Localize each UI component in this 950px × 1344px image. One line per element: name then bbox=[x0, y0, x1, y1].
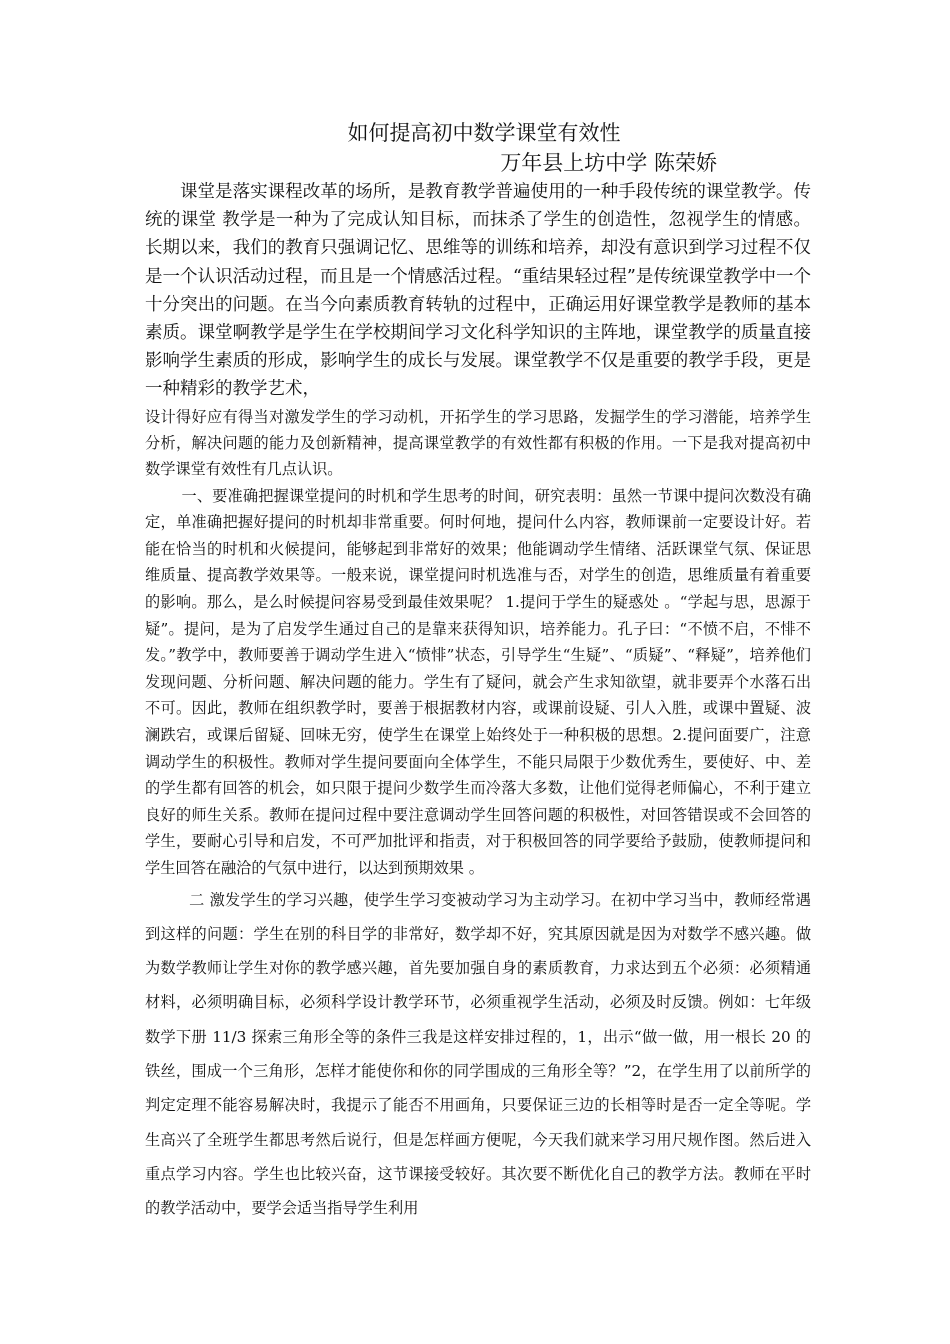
intro-paragraph bbox=[145, 178, 811, 482]
document-page bbox=[145, 118, 811, 1226]
intro-paragraph-part-2: 设计得好应有得当对激发学生的学习动机，开拓学生的学习思路，发掘学生的学习潜能，培养学生分析，解决问题的能力及创新精神，提高课堂教学的有效性都有积极的作用。一下是我对提高初中数学课堂有效性有几点认识。 bbox=[145, 407, 811, 478]
document-title: 如何提高初中数学课堂有效性 bbox=[347, 121, 621, 145]
author-byline: 万年县上坊中学 陈荣娇 bbox=[500, 151, 717, 175]
intro-paragraph-part-1: 课堂是落实课程改革的场所，是教育教学普遍使用的一种手段传统的课堂教学。传统的课堂 教学是一种为了完成认知目标，而抹杀了学生的创造性，忽视学生的情感。长期以来，我们的教育只强调记忆、思维等的训练和培养，却没有意识到学习过程不仅是一个认识活动过程，而且是一个情感活过程。“重结果轻过程”是传统课堂教学中一个十分突出的问题。在当今向素质教育转轨的过程中，正确运用好课堂教学是教师的基本素质。课堂啊教学是学生在学校期间学习文化科学知识的主阵地，课堂教学的质量直接影响学生素质的形成，影响学生的成长与发展。课堂教学不仅是重要的教学手段，更是一种精彩的教学艺术， bbox=[145, 182, 811, 400]
section-1-paragraph: 一、要准确把握课堂提问的时机和学生思考的时间，研究表明：虽然一节课中提问次数没有确定，单准确把握好提问的时机却非常重要。何时何地，提问什么内容，教师课前一定要设计好。若能在恰当的时机和火候提问，能够起到非常好的效果；他能调动学生情绪、活跃课堂气氛、保证思维质量、提高教学效果等。一般来说，课堂提问时机选准与否，对学生的创造，思维质量有着重要的影响。那么，是么时候提问容易受到最佳效果呢？ 1.提问于学生的疑惑处 。“学起与思，思源于疑”。提问，是为了启发学生通过自己的是靠来获得知识，培养能力。孔子曰：“不愤不启，不悱不发。”教学中，教师要善于调动学生进入“愤悱”状态，引导学生“生疑”、“质疑”、“释疑”，培养他们发现问题、分析问题、解决问题的能力。学生有了疑问，就会产生求知欲望，就非要弄个水落石出不可。因此，教师在组织教学时，要善于根据教材内容，或课前设疑、引人入胜，或课中置疑、波澜跌宕，或课后留疑、回味无穷，使学生在课堂上始终处于一种积极的思想。2.提问面要广，注意调动学生的积极性。教师对学生提问要面向全体学生，不能只局限于少数优秀生，要使好、中、差的学生都有回答的机会，如只限于提问少数学生而冷落大多数，让他们觉得老师偏心，不利于建立良好的师生关系。教师在提问过程中要注意调动学生回答问题的积极性，对回答错误或不会回答的学生，要耐心引导和启发，不可严加批评和指责，对于积极回答的同学要给予鼓励，使教师提问和学生回答在融洽的气氛中进行，以达到预期效果 。 bbox=[145, 486, 811, 877]
section-2-paragraph: 二 激发学生的学习兴趣，使学生学习变被动学习为主动学习。在初中学习当中，教师经常遇到这样的问题：学生在别的科目学的非常好，数学却不好，究其原因就是因为对数学不感兴趣。做为数学教师让学生对你的教学感兴趣，首先要加强自身的素质教育，力求达到五个必须：必须精通材料，必须明确目标，必须科学设计教学环节，必须重视学生活动，必须及时反馈。例如：七年级数学下册 11/3 探索三角形全等的条件三我是这样安排过程的，1，出示“做一做，用一根长 20 的铁丝，围成一个三角形，怎样才能使你和你的同学围成的三角形全等？”2，在学生用了以前所学的判定定理不能容易解决时，我提示了能否不用画角，只要保证三边的长相等时是否一定全等呢。学生高兴了全班学生都思考然后说行，但是怎样画方便呢，今天我们就来学习用尺规作图。然后进入重点学习内容。学生也比较兴奋，这节课接受较好。其次要不断优化自己的教学方法。教师在平时的教学活动中，要学会适当指导学生利用 bbox=[145, 890, 811, 1218]
